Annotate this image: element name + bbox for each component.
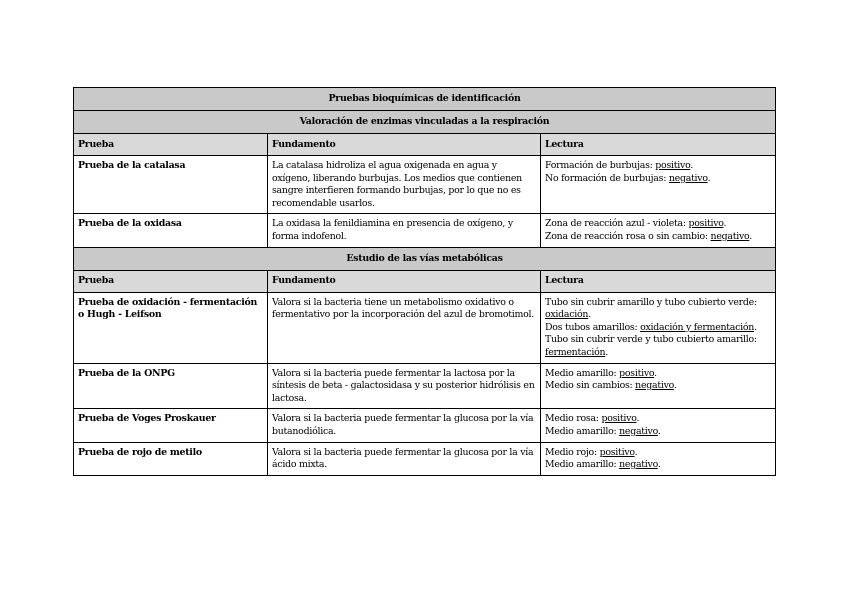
table-row [74,409,776,442]
lectura-condition: Tubo sin cubrir amarillo y tubo cubierto verde: [545,296,757,308]
lectura-result: negativo [668,172,708,184]
lectura-result: negativo [619,459,658,471]
test-lectura [541,442,776,475]
column-header-fundamento: Fundamento [268,134,541,156]
section2-rows [74,292,776,475]
test-name: Prueba de la oxidasa [74,214,268,247]
lectura-condition: Formación de burbujas: [545,160,656,171]
table-title-row [74,88,776,111]
table-row [74,156,776,214]
test-lectura [541,214,776,247]
lectura-condition: No formación de burbujas: [545,172,669,184]
lectura-condition: Medio amarillo: [545,459,620,471]
table-row [74,442,776,475]
column-header-prueba: Prueba [74,134,268,156]
section2-header-row [74,270,776,292]
lectura-line [545,173,771,186]
test-name: Prueba de oxidación - fermentación o Hugh - Leifson [74,292,268,363]
lectura-condition: Medio rosa: [545,413,602,425]
lectura-end: . [723,218,727,230]
lectura-end: . [654,367,657,379]
lectura-condition: Medio amarillo: [545,367,620,379]
lectura-result: oxidación [545,309,589,321]
lectura-end: . [634,446,638,458]
biochemical-tests-table [73,87,776,476]
lectura-end: . [588,309,591,321]
lectura-line [545,334,771,359]
lectura-line [545,231,771,244]
section1-header-row [74,134,776,156]
section1-rows [74,156,776,248]
test-fundamento: Valora si la bacteria puede fermentar la glucosa por la vía butanodiólica. [268,409,541,442]
lectura-end: . [690,160,694,171]
table-row [74,363,776,409]
lectura-line [545,447,771,460]
lectura-condition: Zona de reacción rosa o sin cambio: [545,230,711,242]
lectura-result: positivo [619,367,655,379]
column-header-prueba: Prueba [74,270,268,292]
test-name: Prueba de la ONPG [74,363,268,409]
lectura-line [545,426,771,439]
lectura-result: positivo [655,160,691,171]
lectura-end: . [657,425,661,437]
lectura-line [545,297,771,322]
lectura-result: fermentación [545,346,606,358]
lectura-end: . [605,346,608,358]
table-title: Pruebas bioquímicas de identificación [74,88,776,111]
lectura-result: negativo [635,380,674,392]
lectura-result: positivo [688,218,724,230]
column-header-fundamento: Fundamento [268,270,541,292]
test-fundamento: La catalasa hidroliza el agua oxigenada en agua y oxígeno, liberando burbujas. Los medios que contienen sangre interfieren formando burbujas, por lo que no es recomendable usarlos. [268,156,541,214]
test-lectura [541,363,776,409]
test-fundamento: Valora si la bacteria tiene un metabolismo oxidativo o fermentativo por la incorporación del azul de bromotimol. [268,292,541,363]
lectura-end: . [673,380,677,392]
lectura-condition: Tubo sin cubrir verde y tubo cubierto amarillo: [545,334,757,346]
lectura-line [545,322,771,335]
test-lectura [541,409,776,442]
test-fundamento: Valora si la bacteria puede fermentar la lactosa por la síntesis de beta - galactosidasa y su posterior hidrólisis en lactosa. [268,363,541,409]
lectura-end: . [636,413,640,425]
section-title-respiration: Valoración de enzimas vinculadas a la respiración [74,111,776,134]
test-lectura [541,156,776,214]
section-title-metabolic: Estudio de las vías metabólicas [74,247,776,270]
table-row [74,214,776,247]
lectura-line [545,413,771,426]
lectura-end: . [749,230,752,242]
lectura-line [545,380,771,393]
lectura-end: . [707,172,711,184]
table-row [74,292,776,363]
column-header-lectura: Lectura [541,134,776,156]
lectura-result: positivo [601,413,637,425]
column-header-lectura: Lectura [541,270,776,292]
lectura-result: negativo [619,425,658,437]
lectura-line [545,218,771,231]
lectura-line [545,459,771,472]
lectura-condition: Medio amarillo: [545,425,620,437]
lectura-result: oxidación y fermentación [640,321,755,333]
lectura-result: positivo [599,446,635,458]
section1-title-row [74,111,776,134]
test-name: Prueba de rojo de metilo [74,442,268,475]
section2-title-row [74,247,776,270]
test-fundamento: La oxidasa la fenildiamina en presencia de oxígeno, y forma indofenol. [268,214,541,247]
lectura-condition: Dos tubos amarillos: [545,321,641,333]
lectura-end: . [657,459,661,471]
test-name: Prueba de la catalasa [74,156,268,214]
lectura-condition: Medio sin cambios: [545,380,636,392]
test-fundamento: Valora si la bacteria puede fermentar la glucosa por la vía ácido mixta. [268,442,541,475]
lectura-line [545,368,771,381]
test-lectura [541,292,776,363]
test-name: Prueba de Voges Proskauer [74,409,268,442]
lectura-result: negativo [710,230,750,242]
lectura-end: . [754,321,757,333]
lectura-condition: Zona de reacción azul - violeta: [545,218,689,230]
lectura-condition: Medio rojo: [545,446,600,458]
lectura-line [545,160,771,173]
